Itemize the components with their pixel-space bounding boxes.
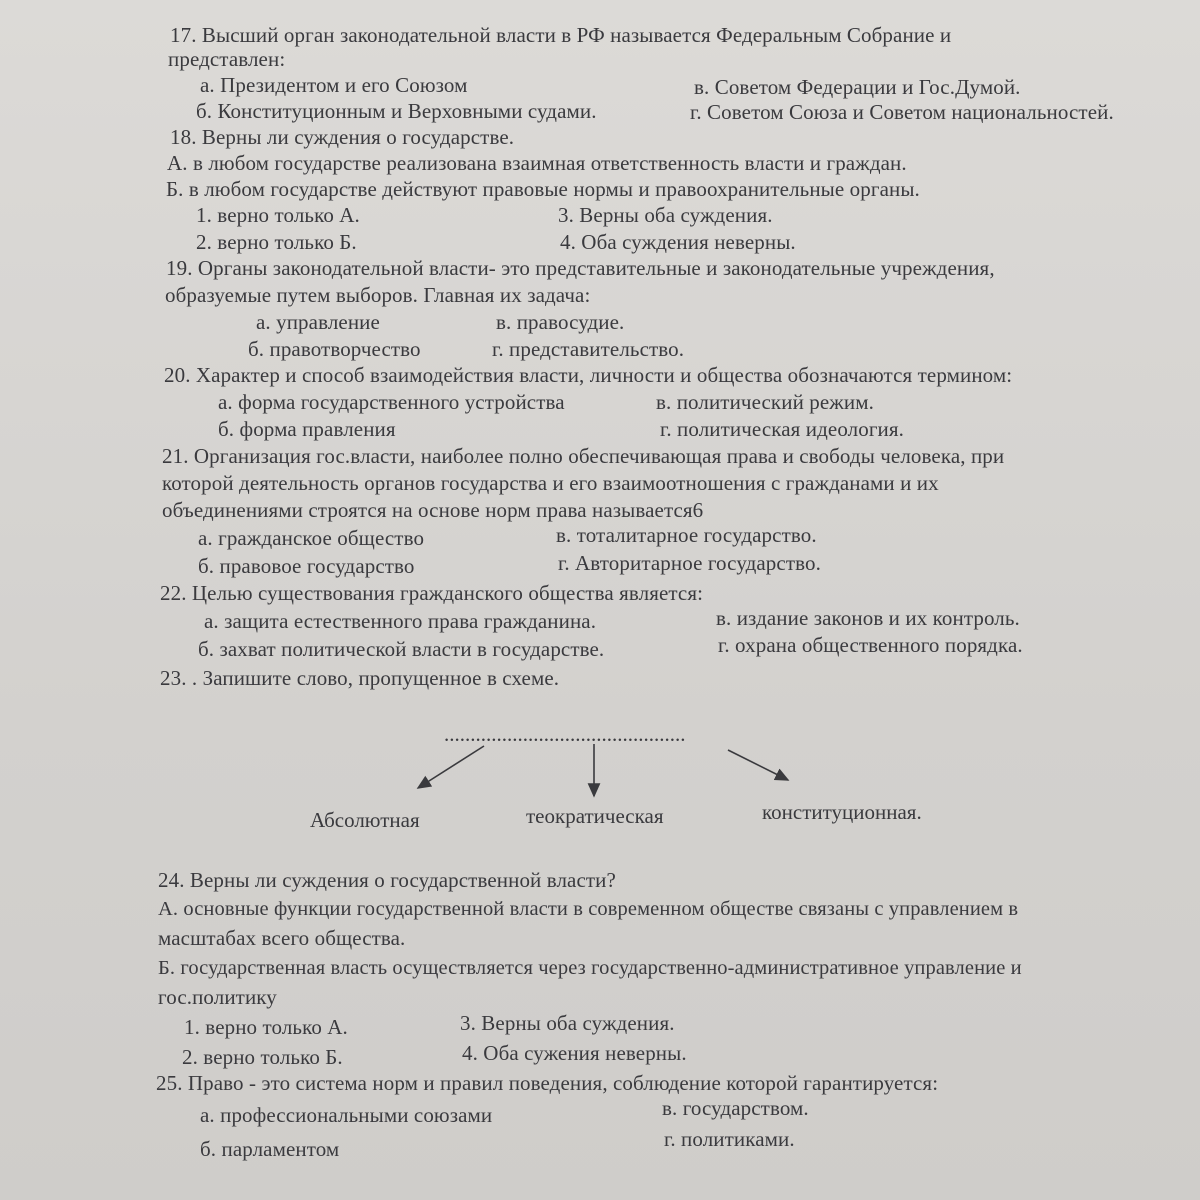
q21-option-v: в. тоталитарное государство. <box>556 523 817 547</box>
q17-option-v: в. Советом Федерации и Гос.Думой. <box>694 75 1021 99</box>
q22-text: 22. Целью существования гражданского общества является: <box>160 581 704 605</box>
q19-text-line-2: образуемые путем выборов. Главная их задача: <box>165 283 591 307</box>
q21-option-a: а. гражданское общество <box>198 526 425 550</box>
diagram-label-right: конституционная. <box>762 800 922 824</box>
q25-option-v: в. государством. <box>662 1096 809 1120</box>
q17-option-b: б. Конституционным и Верховными судами. <box>196 99 597 123</box>
q20-option-a: а. форма государственного устройства <box>218 390 565 414</box>
q21-option-g: г. Авторитарное государство. <box>558 551 821 575</box>
q21-option-b: б. правовое государство <box>198 554 415 578</box>
q18-statement-a: А. в любом государстве реализована взаимная ответственность власти и граждан. <box>167 151 907 175</box>
q24-option-4: 4. Оба сужения неверны. <box>462 1041 687 1065</box>
q22-option-a: а. защита естественного права гражданина. <box>204 609 597 633</box>
q20-option-g: г. политическая идеология. <box>660 417 904 441</box>
q24-statement-b-line-1: Б. государственная власть осуществляется через государственно-административное управление и <box>158 957 1022 979</box>
q22-option-b: б. захват политической власти в государстве. <box>198 637 605 661</box>
q17-option-g: г. Советом Союза и Советом национальностей. <box>690 100 1114 124</box>
q17-text-line-1: 17. Высший орган законодательной власти в РФ называется Федеральным Собрание и <box>170 23 952 47</box>
q21-text-line-3: объединениями строятся на основе норм права называется6 <box>162 498 704 522</box>
q20-option-v: в. политический режим. <box>656 390 874 414</box>
diagram-blank: .............................................. <box>444 722 686 746</box>
q19-option-a: а. управление <box>256 310 380 334</box>
q17-option-a: а. Президентом и его Союзом <box>200 73 468 97</box>
q24-option-2: 2. верно только Б. <box>182 1045 343 1069</box>
q19-text-line-1: 19. Органы законодательной власти- это представительные и законодательные учреждения, <box>166 256 995 280</box>
q25-option-b: б. парламентом <box>200 1137 340 1161</box>
q25-text: 25. Право - это система норм и правил поведения, соблюдение которой гарантируется: <box>156 1071 939 1095</box>
q22-option-g: г. охрана общественного порядка. <box>718 633 1023 657</box>
q19-option-b: б. правотворчество <box>248 337 421 361</box>
arrow-left <box>418 746 484 788</box>
q25-option-a: а. профессиональными союзами <box>200 1103 493 1127</box>
q21-text-line-1: 21. Организация гос.власти, наиболее полно обеспечивающая права и свободы человека, при <box>162 444 1005 468</box>
q23-text: 23. . Запишите слово, пропущенное в схеме. <box>160 666 560 690</box>
q24-statement-a-line-1: А. основные функции государственной власти в современном обществе связаны с управлением в <box>158 898 1019 920</box>
q22-option-v: в. издание законов и их контроль. <box>716 606 1020 630</box>
q18-text: 18. Верны ли суждения о государстве. <box>170 125 515 149</box>
q20-text: 20. Характер и способ взаимодействия власти, личности и общества обозначаются термином: <box>164 363 1013 387</box>
q24-statement-a-line-2: масштабах всего общества. <box>158 926 406 950</box>
q17-text-line-2: представлен: <box>168 47 286 71</box>
diagram-label-middle: теократическая <box>526 804 664 828</box>
q19-option-g: г. представительство. <box>492 337 685 361</box>
q24-option-1: 1. верно только А. <box>184 1015 348 1039</box>
q20-option-b: б. форма правления <box>218 417 396 441</box>
q18-option-1: 1. верно только А. <box>196 203 360 227</box>
q18-option-3: 3. Верны оба суждения. <box>558 203 773 227</box>
q24-option-3: 3. Верны оба суждения. <box>460 1011 675 1035</box>
q19-option-v: в. правосудие. <box>496 310 625 334</box>
diagram-label-left: Абсолютная <box>310 808 420 832</box>
q24-text: 24. Верны ли суждения о государственной власти? <box>158 868 616 892</box>
q18-option-4: 4. Оба суждения неверны. <box>560 230 796 254</box>
q25-option-g: г. политиками. <box>664 1127 795 1151</box>
q18-statement-b: Б. в любом государстве действуют правовые нормы и правоохранительные органы. <box>166 177 920 201</box>
q24-statement-b-line-2: гос.политику <box>158 985 277 1009</box>
q18-option-2: 2. верно только Б. <box>196 230 357 254</box>
q21-text-line-2: которой деятельность органов государства и его взаимоотношения с гражданами и их <box>162 471 939 495</box>
arrow-right <box>728 750 788 780</box>
